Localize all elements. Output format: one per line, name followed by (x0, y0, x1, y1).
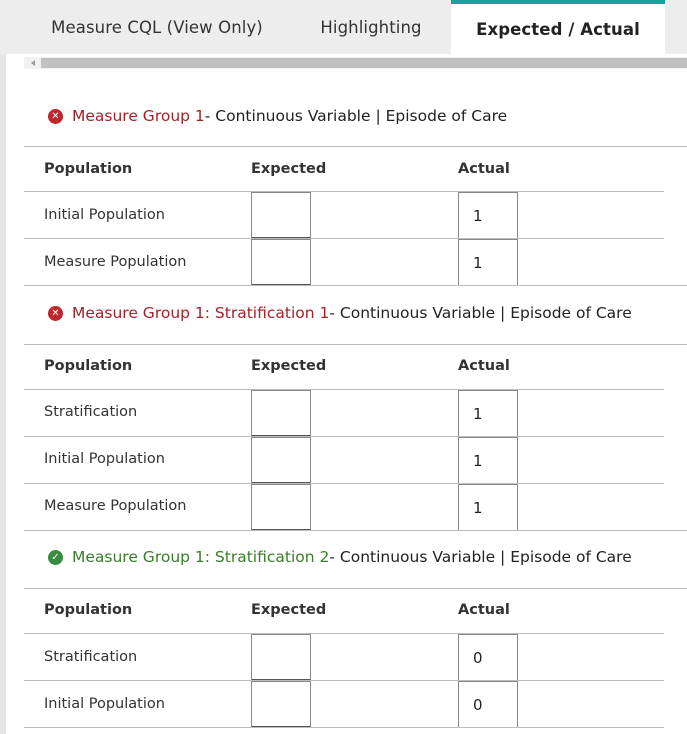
actual-value (458, 437, 518, 484)
header-population: Population (44, 358, 133, 374)
group-title (48, 304, 632, 322)
x-circle-icon: ✕ (48, 306, 63, 321)
header-actual: Actual (458, 161, 510, 177)
header-expected: Expected (251, 161, 327, 177)
row-label: Stratification (44, 404, 138, 420)
actual-value (458, 239, 518, 286)
divider (24, 483, 664, 484)
left-border (0, 54, 6, 734)
expected-input[interactable] (251, 437, 311, 484)
header-expected: Expected (251, 358, 327, 374)
actual-value (458, 634, 518, 681)
header-population: Population (44, 602, 133, 618)
row-label: Measure Population (44, 498, 187, 514)
group-title (48, 107, 507, 125)
divider (24, 191, 664, 192)
group-name: Measure Group 1: Stratification 2 (72, 548, 330, 566)
actual-value (458, 484, 518, 531)
header-actual: Actual (458, 602, 510, 618)
tab-bar (0, 0, 687, 54)
scrollbar-thumb[interactable] (41, 58, 687, 68)
group-title (48, 548, 632, 566)
expected-input[interactable] (251, 484, 311, 531)
divider (24, 146, 687, 147)
group-type: - Continuous Variable | Episode of Care (204, 107, 508, 125)
row-label: Initial Population (44, 696, 165, 712)
divider (24, 588, 687, 589)
row-label: Initial Population (44, 451, 165, 467)
scroll-left-arrow-icon[interactable] (24, 57, 41, 69)
expected-input[interactable] (251, 681, 311, 728)
row-label: Stratification (44, 649, 138, 665)
divider (24, 633, 664, 634)
divider (24, 436, 664, 437)
divider (24, 389, 664, 390)
x-circle-icon: ✕ (48, 109, 63, 124)
header-population: Population (44, 161, 133, 177)
tab-measure-cql[interactable]: Measure CQL (View Only) (51, 17, 263, 37)
row-label: Measure Population (44, 254, 187, 270)
tab-expected-actual[interactable]: Expected / Actual (451, 0, 665, 54)
expected-input[interactable] (251, 634, 311, 681)
divider (24, 344, 687, 345)
group-name: Measure Group 1: Stratification 1 (72, 304, 330, 322)
divider (24, 285, 687, 286)
actual-value (458, 390, 518, 437)
tab-highlighting[interactable]: Highlighting (320, 17, 422, 37)
expected-input[interactable] (251, 390, 311, 437)
divider (24, 530, 687, 531)
expected-input[interactable] (251, 192, 311, 239)
horizontal-scrollbar[interactable] (24, 57, 687, 69)
actual-value (458, 192, 518, 239)
group-type: - Continuous Variable | Episode of Care (329, 548, 632, 566)
divider (24, 238, 664, 239)
header-actual: Actual (458, 358, 510, 374)
expected-input[interactable] (251, 239, 311, 286)
actual-value (458, 681, 518, 728)
header-expected: Expected (251, 602, 327, 618)
divider (24, 727, 664, 728)
divider (24, 680, 664, 681)
row-label: Initial Population (44, 207, 165, 223)
check-circle-icon: ✓ (48, 550, 63, 565)
group-type: - Continuous Variable | Episode of Care (329, 304, 632, 322)
group-name: Measure Group 1 (72, 107, 205, 125)
